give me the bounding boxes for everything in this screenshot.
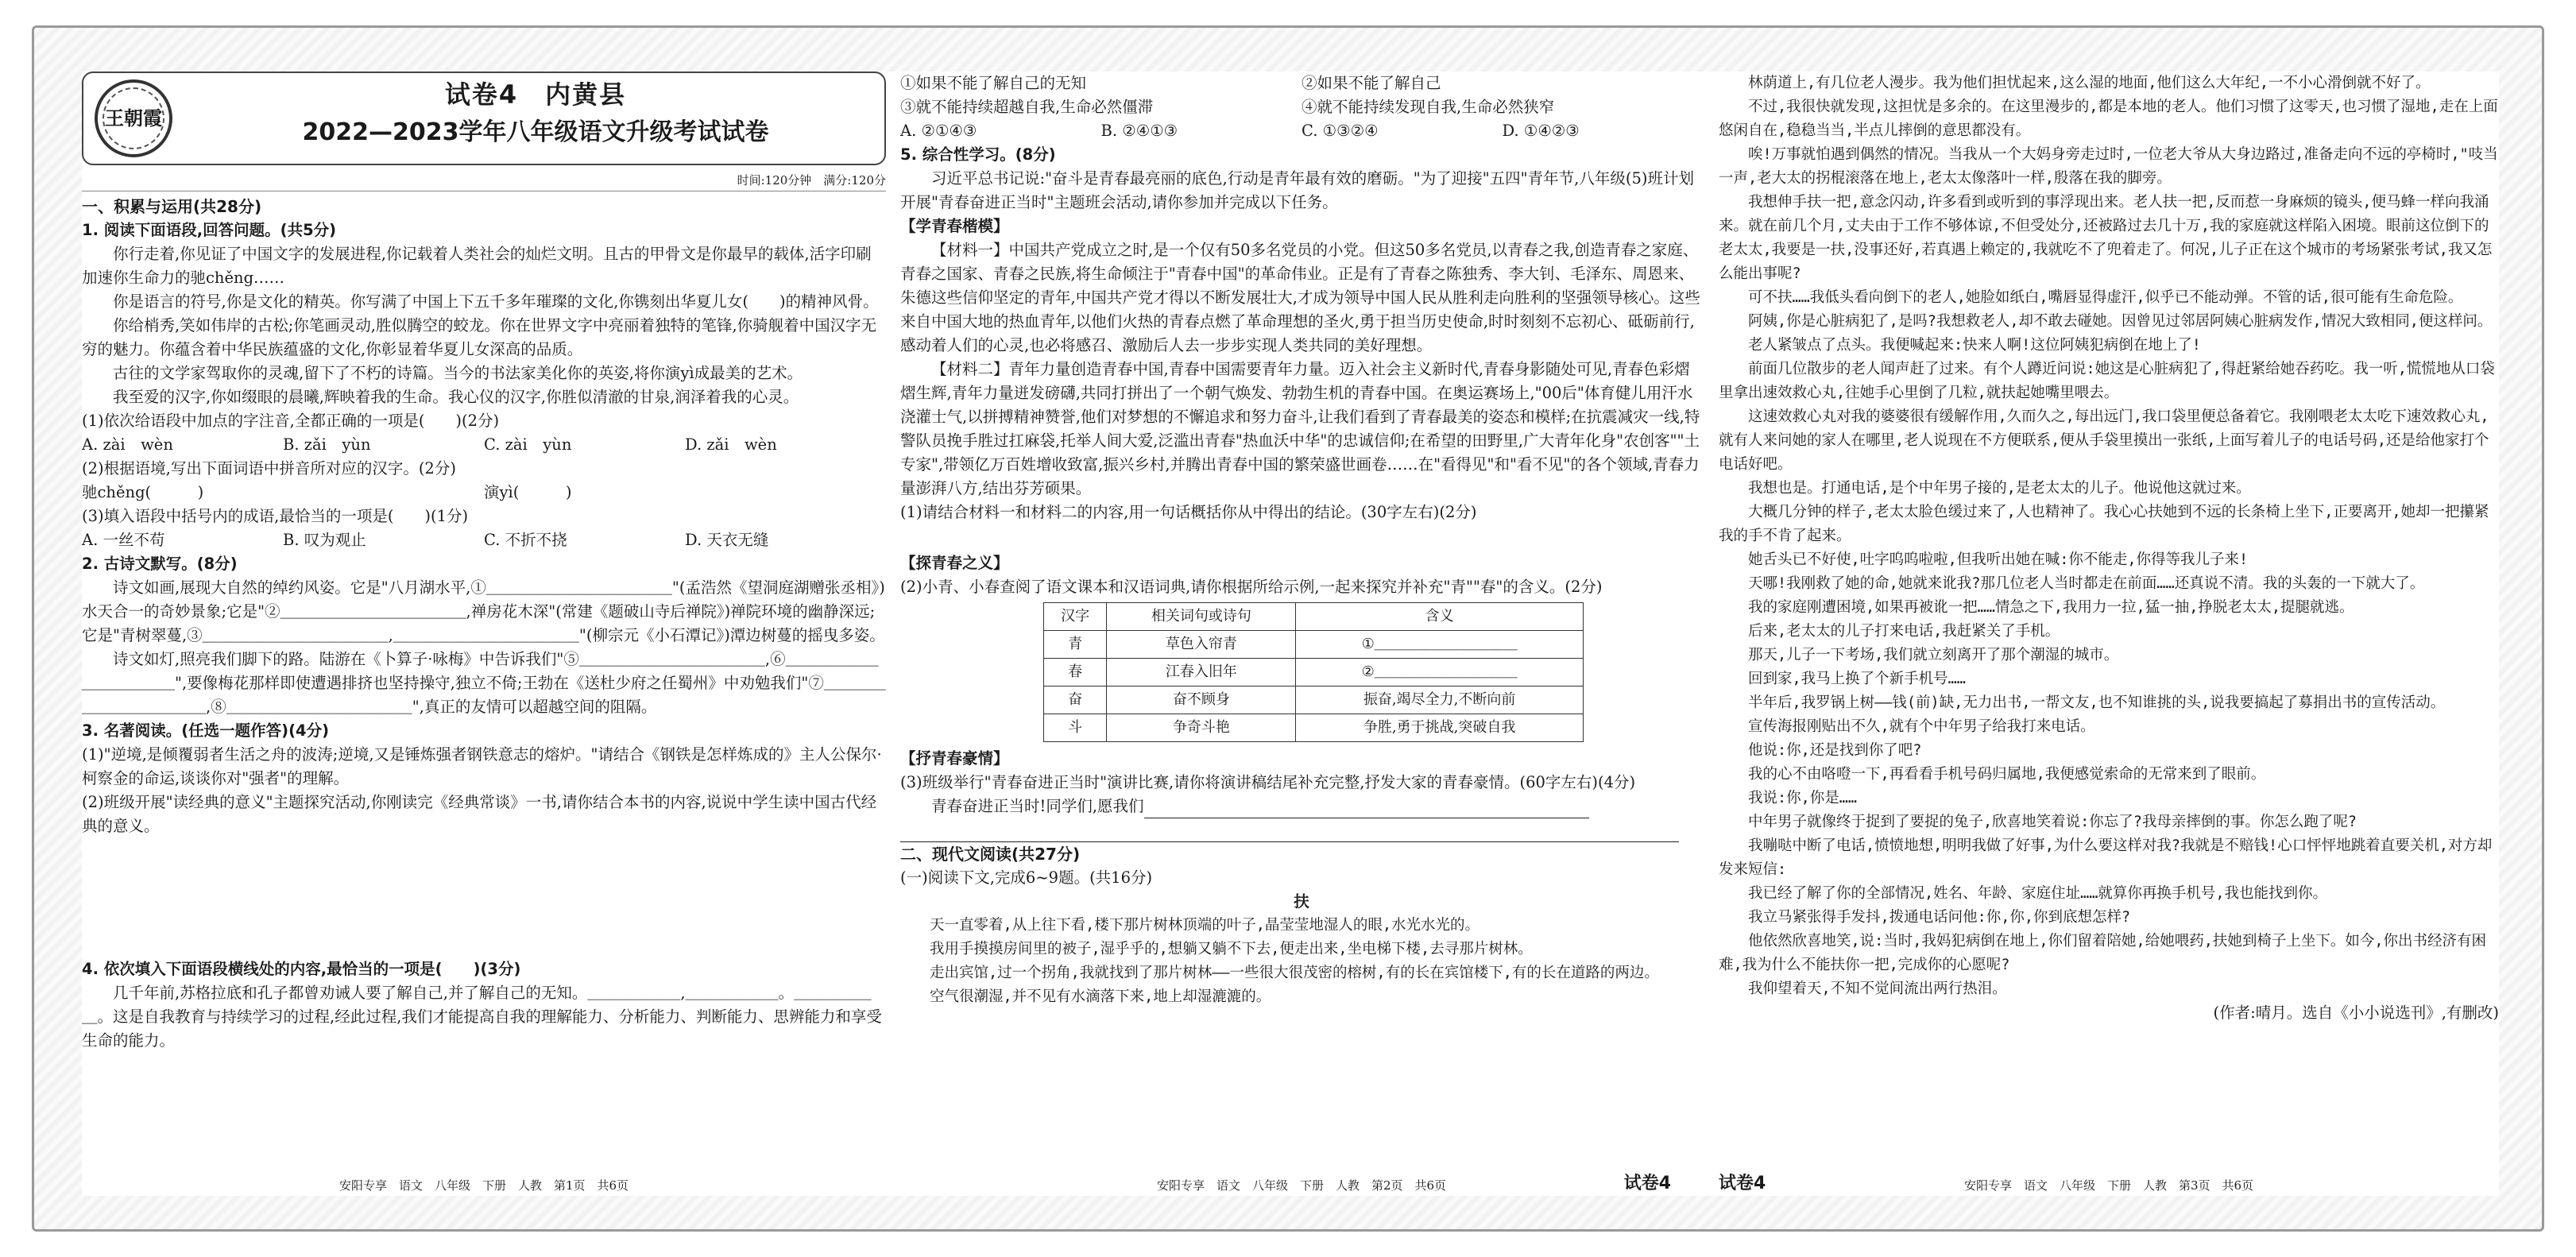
column-page-2 <box>900 72 1703 1196</box>
material-2: 【材料二】青年力量创造青春中国,青春中国需要青年力量。迈入社会主义新时代,青春身影随处可见,青春色彩熠熠生辉,青年力量迸发磅礴,共同打拼出了一个朝气焕发、勃勃生机的青春中国。在奥运赛场上,"00后"体育健儿用汗水浇灌士气,以拼搏精神赞誉,他们对梦想的不懈追求和努力奋斗,让我们看到了青春最美的姿态和模样;在抗震减灾一线,特警队员挽手胜过扛麻袋,托举人间大爱,泛滥出青春"热血沃中华"的忠诚信仰;在希望的田野里,广大青年化身"农创客""土专家",带领亿万百姓增收致富,振兴乡村,并腾出青春中国的繁荣盛世画卷……在"看得见"和"看不见"的各个领域,青春力量澎湃八方,结出芬芳硕果。 <box>900 360 1700 497</box>
statement: ③就不能持续超越自我,生命必然僵滞 <box>900 98 1154 116</box>
table-cell: 草色入帘青 <box>1107 631 1296 659</box>
answer-start[interactable] <box>900 795 1703 818</box>
paragraph: 你行走着,你见证了中国文字的发展进程,你记载着人类社会的灿烂文明。且古的甲骨文是你最早的载体,活字印刷加速你生命力的驰chěng…… <box>82 245 872 287</box>
footer-text: 安阳专享 语文 八年级 下册 人教 第3页 共6页 <box>1963 1178 2254 1193</box>
statement: ④就不能持续发现自我,生命必然狭窄 <box>1302 98 1555 116</box>
table-header: 相关词句或诗句 <box>1107 603 1296 631</box>
story-paragraph: 走出宾馆,过一个拐角,我就找到了那片树林——一些很大很茂密的榕树,有的长在宾馆楼下,有的长在道路的两边。 <box>930 965 1659 981</box>
page-footer <box>900 1175 1703 1196</box>
story-paragraph: 我的心不由咯噔一下,再看看手机号码归属地,我便感觉索命的无常来到了眼前。 <box>1748 766 2266 783</box>
paragraph: 古往的文学家驾取你的灵魂,留下了不朽的诗篇。当今的书法家美化你的英姿,将你演yì成最美的艺术。 <box>113 364 803 382</box>
logo-text: 王朝霞 <box>102 87 164 149</box>
column-page-3 <box>1719 72 2499 1196</box>
question-4: 4. 依次填入下面语段横线处的内容,最恰当的一项是( )(3分) <box>82 960 521 978</box>
sub-question: (1)依次给语段中加点的字注音,全都正确的一项是( )(2分) <box>82 412 500 430</box>
story-paragraph: 我仰望着天,不知不觉间流出两行热泪。 <box>1748 980 2007 997</box>
story-paragraph: 不过,我很快就发现,这担忧是多余的。在这里漫步的,都是本地的老人。他们习惯了这零天,也习惯了湿地,走在上面悠闲自在,稳稳当当,半点儿摔倒的意思都没有。 <box>1719 99 2498 139</box>
reading-intro: (一)阅读下文,完成6~9题。(共16分) <box>900 868 1153 887</box>
sub-question: (2)根据语境,写出下面词语中拼音所对应的汉字。(2分) <box>82 459 456 478</box>
options-row <box>900 119 1703 143</box>
story-paragraph: 我说:你,你是…… <box>1748 790 1858 806</box>
page-footer: 安阳专享 语文 八年级 下册 人教 第1页 共6页 <box>338 1178 629 1193</box>
question-5: 5. 综合性学习。(8分) <box>900 145 1056 164</box>
exam-tag: 试卷4 <box>1623 1174 1671 1193</box>
story-paragraph: 我想伸手扶一把,意念闪动,许多看到或听到的事浮现出来。老人扶一把,反而惹一身麻烦的镜头,便马蜂一样向我涌来。就在前几个月,丈夫由于工作不够体谅,不但受处分,还被路过去几十万,我的家庭就这样陷入困境。眼前这位倒下的老太太,我要是一扶,没事还好,若真遇上赖定的,我就吃不了兜着走了。何况,儿子正在这个城市的考场紧张考试,我又怎么能出事呢? <box>1719 194 2493 282</box>
option-b[interactable]: B. 叹为观止 <box>283 531 366 549</box>
story-paragraph: 阿姨,你是心脏病犯了,是吗?我想救老人,却不敢去碰她。因曾见过邻居阿姨心脏病发作,情况大致相同,便这样问。 <box>1748 313 2493 330</box>
table-cell: 争奇斗艳 <box>1107 714 1296 742</box>
task-heading: 【抒青春豪情】 <box>900 749 1009 768</box>
story-source: (作者:晴月。选自《小小说选刊》,有删改) <box>2213 1004 2499 1022</box>
option-a[interactable]: A. ②①④③ <box>900 122 977 140</box>
story-paragraph: 后来,老太太的儿子打来电话,我赶紧关了手机。 <box>1748 623 2060 640</box>
question-2: 2. 古诗文默写。(8分) <box>82 555 238 573</box>
paragraph: (1)"逆境,是倾覆弱者生活之舟的波涛;逆境,又是锤炼强者钢铁意志的熔炉。"请结合《钢铁是怎样炼成的》主人公保尔·柯察金的命运,谈谈你对"强者"的理解。 <box>82 745 882 787</box>
table-row <box>1044 631 1584 659</box>
sub-question: (2)小青、小春查阅了语文课本和汉语词典,请你根据所给示例,一起来探究并补充"青""春"的含义。(2分) <box>900 578 1603 596</box>
table-cell: 青 <box>1044 631 1107 659</box>
story-paragraph: 他说:你,还是找到你了吧? <box>1748 742 1922 759</box>
table-cell: 奋 <box>1044 687 1107 714</box>
options-row <box>82 433 886 457</box>
story-paragraph: 林荫道上,有几位老人漫步。我为他们担忧起来,这么湿的地面,他们这么大年纪,一不小心滑倒就不好了。 <box>1748 75 2431 91</box>
material-1: 【材料一】中国共产党成立之时,是一个仅有50多名党员的小党。但这50多名党员,以青春之我,创造青春之家庭、青春之国家、青春之民族,将生命倾注于"青春中国"的革命伟业。正是有了青春之陈独秀、李大钊、毛泽东、周恩来、朱德这些信仰坚定的青年,中国共产党才得以不断发展壮大,才成为领导中国人民从胜利走向胜利的坚强领导核心。这些来自中国大地的热血青年,以他们火热的青春点燃了革命理想的圣火,勇于担当历史使命,时时刻刻不忘初心、砥砺前行,感动着人们的心灵,也必将感召、激励后人去一步步实现人类共同的美好理想。 <box>900 241 1700 354</box>
table-row <box>1044 659 1584 687</box>
story-paragraph: 我嘣哒中断了电话,愤愤地想,明明我做了好事,为什么要这样对我?我就是不赔钱!心口怦怦地跳着直要关机,对方却发来短信: <box>1719 837 2493 878</box>
table-header: 汉字 <box>1044 603 1107 631</box>
fill-row <box>82 481 886 505</box>
sub-question: (3)填入语段中括号内的成语,最恰当的一项是( )(1分) <box>82 507 469 525</box>
paragraph: 习近平总书记说:"奋斗是青春最亮丽的底色,行动是青年最有效的磨砺。"为了迎接"五四"青年节,八年级(5)班计划开展"青春奋进正当时"主题班会活动,请你参加并完成以下任务。 <box>900 169 1694 211</box>
statement: ②如果不能了解自己 <box>1302 74 1441 92</box>
options-row <box>82 528 886 552</box>
meaning-table <box>1043 602 1584 742</box>
table-row <box>1044 687 1584 714</box>
title-box <box>82 72 886 165</box>
sub-question: (1)请结合材料一和材料二的内容,用一句话概括你从中得出的结论。(30字左右)(2分) <box>900 503 1477 521</box>
story-paragraph: 半年后,我罗锅上树——钱(前)缺,无力出书,一帮文友,也不知谁挑的头,说我要搞起了募捐出书的宣传活动。 <box>1748 694 2446 711</box>
story-paragraph: 她舌头已不好使,吐字呜呜啦啦,但我听出她在喊:你不能走,你得等我儿子来! <box>1748 551 2249 568</box>
paragraph: 你给梢秀,笑如伟岸的古松;你笔画灵动,胜似腾空的蛟龙。你在世界文字中亮丽着独特的笔锋,你骑舰着中国汉字无穷的魅力。你蕴含着中华民族蕴盛的文化,你彰显着华夏儿女深高的品质。 <box>82 316 877 358</box>
table-cell[interactable]: ①＿＿＿＿＿＿＿＿＿＿ <box>1296 631 1584 659</box>
option-c[interactable]: C. 不折不挠 <box>484 531 567 549</box>
fill-item[interactable]: 驰chěng( ) <box>82 483 204 501</box>
story-paragraph: 我用手摸摸房间里的被子,湿乎乎的,想躺又躺不下去,便走出来,坐电梯下楼,去寻那片树林。 <box>930 941 1533 957</box>
option-b[interactable]: B. zǎi yùn <box>283 435 371 454</box>
table-header: 含义 <box>1296 603 1584 631</box>
table-cell: 江春入旧年 <box>1107 659 1296 687</box>
page-footer <box>1719 1175 2499 1196</box>
exam-tag: 试卷4 <box>1719 1174 1766 1193</box>
option-d[interactable]: D. ①④②③ <box>1502 122 1580 140</box>
table-row <box>1044 714 1584 742</box>
table-cell: 斗 <box>1044 714 1107 742</box>
story-paragraph: 这速效救心丸对我的婆婆很有缓解作用,久而久之,每出远门,我口袋里便总备着它。我刚喂老太太吃下速效救心丸,就有人来问她的家人在哪里,老人说现在不方便联系,便从手袋里摸出一张纸,上面写着儿子的电话号码,还是给他家打个电话好吧。 <box>1719 408 2489 473</box>
task-heading: 【探青春之义】 <box>900 554 1009 572</box>
story-title: 扶 <box>1294 892 1309 911</box>
answer-space[interactable] <box>900 524 1703 551</box>
paragraph: (2)班级开展"读经典的意义"主题探究活动,你刚读完《经典常谈》一书,请你结合本书的内容,说说中学生读中国古代经典的意义。 <box>82 793 877 835</box>
paper-content <box>82 72 2499 1196</box>
column-page-1 <box>82 72 886 1196</box>
story-paragraph: 回到家,我马上换了个新手机号…… <box>1748 671 1966 687</box>
option-d[interactable]: D. zǎi wèn <box>685 435 777 454</box>
story-text <box>900 914 1703 1009</box>
table-cell: 争胜,勇于挑战,突破自我 <box>1296 714 1584 742</box>
exam-meta: 时间:120分钟 满分:120分 <box>82 170 886 191</box>
answer-prefix: 青春奋进正当时!同学们,愿我们 <box>931 797 1144 815</box>
task-heading: 【学青春楷模】 <box>900 217 1009 235</box>
story-paragraph: 唉!万事就怕遇到偶然的情况。当我从一个大妈身旁走过时,一位老大爷从大身边路过,准备走向不远的亭椅时,"吱当一声,老大太的拐棍滚落在地上,老太太像落叶一样,殷落在我的脚旁。 <box>1719 146 2498 187</box>
option-a[interactable]: A. 一丝不苟 <box>82 531 165 549</box>
story-paragraph: 我立马紧张得手发抖,拨通电话问他:你,你,你到底想怎样? <box>1748 909 2131 926</box>
table-header-row <box>1044 603 1584 631</box>
option-b[interactable]: B. ②④①③ <box>1100 122 1178 140</box>
section-heading: 二、现代文阅读(共27分) <box>900 845 1081 864</box>
statement: ①如果不能了解自己的无知 <box>900 74 1087 92</box>
exam-title: 试卷4 内黄县 <box>444 79 627 110</box>
paragraph: 诗文如画,展现大自然的绰约风姿。它是"八月湖水平,①＿＿＿＿＿＿＿＿＿＿＿＿"(孟浩然《望洞庭湖赠张丞相》)水天合一的奇妙景象;它是"②＿＿＿＿＿＿＿＿＿＿＿＿,禅房花木深"(常建《题破山寺后禅院》)禅院环境的幽静深远;它是"青树翠蔓,③＿＿＿＿＿＿＿＿＿＿＿＿,＿＿＿＿＿＿＿＿＿＿＿＿"(柳宗元《小石潭记》)潭边树蔓的摇曳多姿。 <box>82 578 885 644</box>
option-c[interactable]: C. zài yùn <box>484 435 572 454</box>
story-paragraph: 中年男子就像终于捉到了要捉的兔子,欣喜地笑着说:你忘了?我母亲摔倒的事。你怎么跑了呢? <box>1748 814 2357 830</box>
story-paragraph: 天哪!我刚救了她的命,她就来讹我?那几位老人当时都走在前面……还真说不清。我的头轰的一下就大了。 <box>1748 575 2425 592</box>
question-1: 1. 阅读下面语段,回答问题。(共5分) <box>82 221 337 239</box>
answer-line[interactable] <box>900 825 1679 842</box>
story-text-continued <box>1719 72 2499 1001</box>
paragraph: 几千年前,苏格拉底和孔子都曾劝诫人要了解自己,并了解自己的无知。＿＿＿＿＿＿,＿＿＿＿＿＿。＿＿＿＿＿＿。这是自我教育与持续学习的过程,经此过程,我们才能提高自我的理解能力、分析能力、判断能力、思辨能力和享受生命的能力。 <box>82 984 882 1050</box>
answer-line-row[interactable] <box>900 818 1703 842</box>
story-paragraph: 我已经了解了你的全部情况,姓名、年龄、家庭住址……就算你再换手机号,我也能找到你。 <box>1748 885 2328 902</box>
story-paragraph: 老人紧皱点了点头。我便喊起来:快来人啊!这位阿姨犯病倒在地上了! <box>1748 337 2201 354</box>
story-paragraph: 可不扶……我低头看向倒下的老人,她脸如纸白,嘴唇显得虚汗,似乎已不能动弹。不管的话,很可能有生命危险。 <box>1748 289 2463 306</box>
section-heading: 一、积累与运用(共28分) <box>82 197 262 216</box>
paper-sheet <box>32 25 2544 1232</box>
q4-statements <box>900 72 1703 119</box>
answer-space[interactable] <box>82 838 886 957</box>
paragraph: 你是语言的符号,你是文化的精英。你写满了中国上下五千多年璀璨的文化,你镌刻出华夏儿女( )的精神风骨。 <box>113 292 879 311</box>
exam-subtitle: 2022—2023学年八年级语文升级考试试卷 <box>302 118 769 146</box>
answer-line[interactable] <box>1144 801 1589 818</box>
story-paragraph: 大概几分钟的样子,老太太脸色缓过来了,人也精神了。我心心扶她到不远的长条椅上坐下,正要离开,她却一把攥紧我的手不肯了起来。 <box>1719 504 2489 544</box>
story-paragraph: 他依然欣喜地笑,说:当时,我妈犯病倒在地上,你们留着陪她,给她喂药,扶她到椅子上坐下。如今,你出书经济有困难,我为什么不能扶你一把,完成你的心愿呢? <box>1719 933 2486 973</box>
story-paragraph: 空气很潮湿,并不见有水滴落下来,地上却湿漉漉的。 <box>930 988 1271 1005</box>
story-paragraph: 前面几位散步的老人闻声赶了过来。有个人蹲近问说:她这是心脏病犯了,得赶紧给她吞药吃。我一听,慌慌地从口袋里拿出速效救心丸,往她手心里倒了几粒,就扶起她嘴里喂去。 <box>1719 361 2495 401</box>
table-cell[interactable]: ②＿＿＿＿＿＿＿＿＿＿ <box>1296 659 1584 687</box>
story-paragraph: 宣传海报刚贴出不久,就有个中年男子给我打来电话。 <box>1748 718 2095 735</box>
table-cell: 春 <box>1044 659 1107 687</box>
table-cell: 奋不顾身 <box>1107 687 1296 714</box>
option-c[interactable]: C. ①③②④ <box>1302 122 1379 140</box>
brand-logo <box>95 79 172 157</box>
option-d[interactable]: D. 天衣无缝 <box>685 531 769 549</box>
table-cell: 振奋,竭尽全力,不断向前 <box>1296 687 1584 714</box>
question-3: 3. 名著阅读。(任选一题作答)(4分) <box>82 721 329 740</box>
story-paragraph: 我想也是。打通电话,是个中年男子接的,是老太太的儿子。他说他这就过来。 <box>1748 480 2251 497</box>
footer-text: 安阳专享 语文 八年级 下册 人教 第2页 共6页 <box>1156 1178 1447 1193</box>
sub-question: (3)班级举行"青春奋进正当时"演讲比赛,请你将演讲稿结尾补充完整,抒发大家的青春豪情。(60字左右)(4分) <box>900 773 1636 791</box>
paragraph: 诗文如灯,照亮我们脚下的路。陆游在《卜算子·咏梅》中告诉我们"⑤＿＿＿＿＿＿＿＿＿＿＿＿,⑥＿＿＿＿＿＿＿＿＿＿＿＿",要像梅花那样即使遭遇排挤也坚持操守,独立不倚;王勃在《送杜少府之任蜀州》中劝勉我们"⑦＿＿＿＿＿＿＿＿＿＿＿＿,⑧＿＿＿＿＿＿＿＿＿＿＿＿",真正的友情可以超越空间的阻隔。 <box>82 650 886 716</box>
option-a[interactable]: A. zài wèn <box>82 435 173 454</box>
story-paragraph: 我的家庭刚遭困境,如果再被讹一把……情急之下,我用力一拉,猛一抽,挣脱老太太,提腿就逃。 <box>1748 599 2354 616</box>
paragraph: 我至爱的汉字,你如缀眼的晨曦,辉映着我的生命。我心仪的汉字,你胜似清澈的甘泉,润泽着我的心灵。 <box>113 388 799 406</box>
fill-item[interactable]: 演yì( ) <box>484 483 572 501</box>
story-paragraph: 那天,儿子一下考场,我们就立刻离开了那个潮湿的城市。 <box>1748 647 2119 663</box>
story-paragraph: 天一直零着,从上往下看,楼下那片树林顶端的叶子,晶莹莹地湿人的眼,水光水光的。 <box>930 917 1480 934</box>
